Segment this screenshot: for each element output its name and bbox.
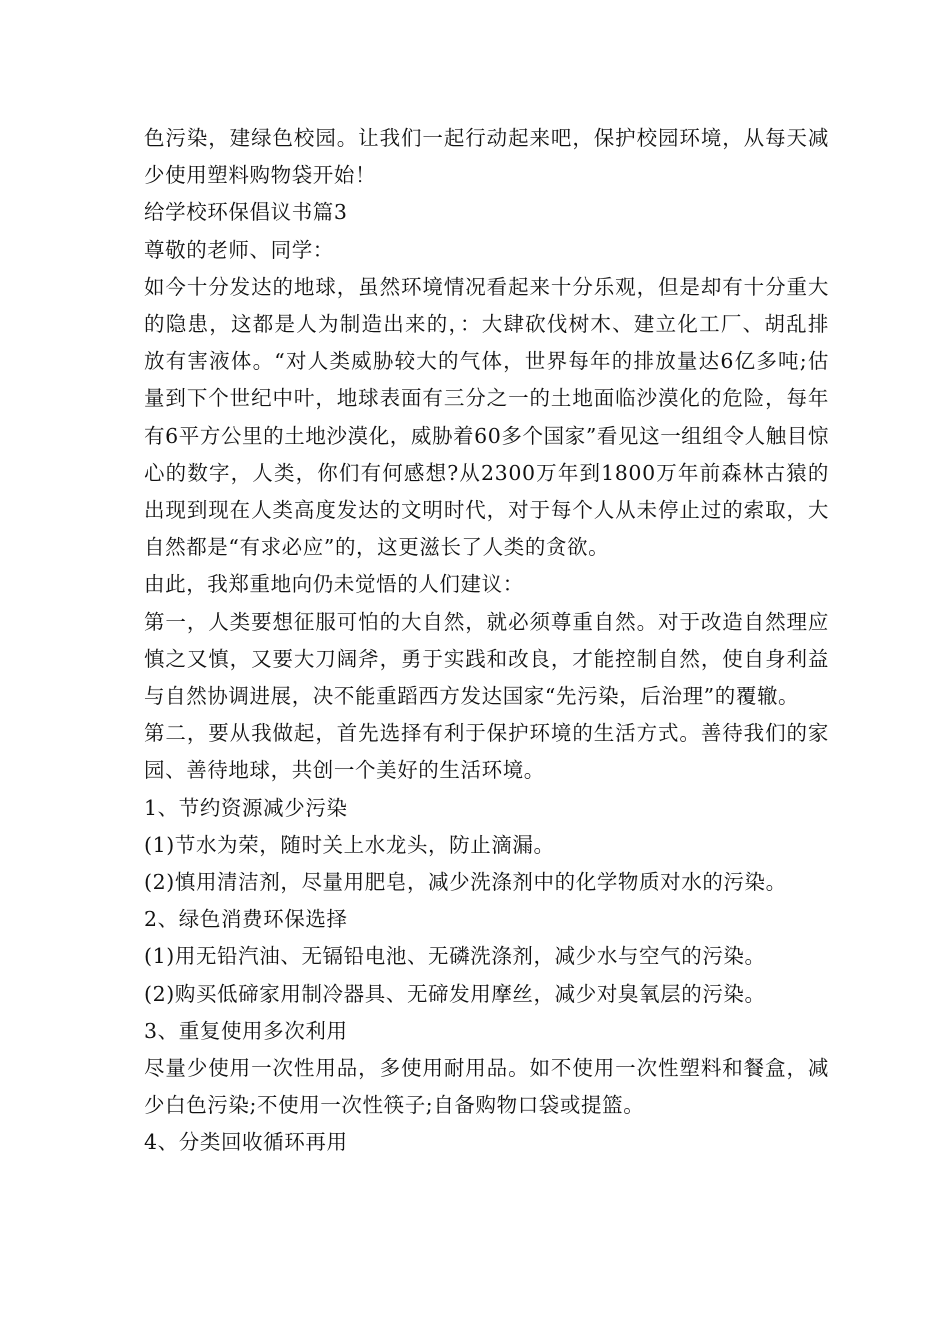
paragraph-proposal: 由此，我郑重地向仍未觉悟的人们建议：	[144, 572, 524, 597]
section-title: 给学校环保倡议书篇3	[144, 200, 348, 225]
list-item-1-1: (1)节水为荣，随时关上水龙头，防止滴漏。	[144, 832, 555, 857]
paragraph-first: 第一，人类要想征服可怕的大自然，就必须尊重自然。对于改造自然理应慎之又慎，又要大刀阔斧，勇于实践和改良，才能控制自然，使自身利益与自然协调进展，决不能重蹈西方发达国家“先污染，后治理”的覆辙。	[144, 609, 829, 709]
document-body	[144, 120, 829, 1162]
list-heading-4: 4、分类回收循环再用	[144, 1130, 348, 1155]
paragraph-reuse: 尽量少使用一次性用品，多使用耐用品。如不使用一次性塑料和餐盒，减少白色污染;不使用一次性筷子;自备购物口袋或提篮。	[144, 1056, 829, 1118]
list-heading-3: 3、重复使用多次利用	[144, 1018, 348, 1043]
list-heading-2: 2、绿色消费环保选择	[144, 907, 348, 932]
list-item-2-1: (1)用无铅汽油、无镉铅电池、无磷洗涤剂，减少水与空气的污染。	[144, 944, 766, 969]
salutation: 尊敬的老师、同学：	[144, 237, 334, 262]
list-item-2-2: (2)购买低碲家用制冷器具、无碲发用摩丝，减少对臭氧层的污染。	[144, 981, 766, 1006]
list-heading-1: 1、节约资源减少污染	[144, 795, 348, 820]
paragraph-continuation: 色污染，建绿色校园。让我们一起行动起来吧，保护校园环境，从每天减少使用塑料购物袋开始！	[144, 126, 829, 188]
paragraph-intro: 如今十分发达的地球，虽然环境情况看起来十分乐观，但是却有十分重大的隐患，这都是人为制造出来的，：大肆砍伐树木、建立化工厂、胡乱排放有害液体。“对人类威胁较大的气体，世界每年的排放量达6亿多吨;估量到下个世纪中叶，地球表面有三分之一的土地面临沙漠化的危险，每年有6平方公里的土地沙漠化，威胁着60多个国家”看见这一组组令人触目惊心的数字，人类，你们有何感想?从2300万年到1800万年前森林古猿的出现到现在人类高度发达的文明时代，对于每个人从未停止过的索取，大自然都是“有求必应”的，这更滋长了人类的贪欲。	[144, 274, 830, 560]
list-item-1-2: (2)慎用清洁剂，尽量用肥皂，减少洗涤剂中的化学物质对水的污染。	[144, 870, 787, 895]
paragraph-second: 第二，要从我做起，首先选择有利于保护环境的生活方式。善待我们的家园、善待地球，共创一个美好的生活环境。	[144, 721, 829, 783]
